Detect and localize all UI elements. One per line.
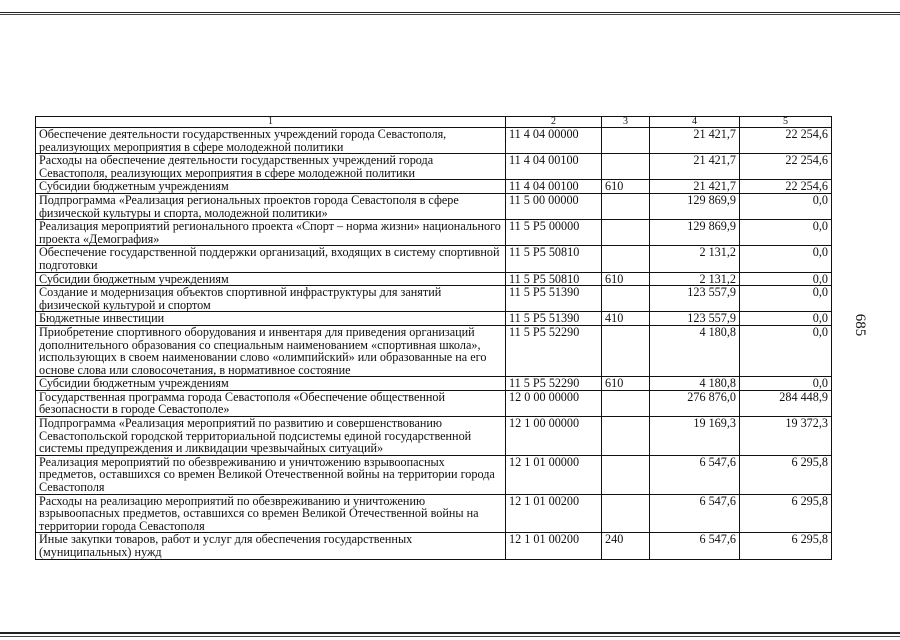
row-expense-type (602, 286, 650, 312)
row-csr-code: 11 5 00 00000 (506, 193, 602, 219)
row-amount-year1: 2 131,2 (650, 246, 740, 272)
row-csr-code: 11 5 P5 51390 (506, 312, 602, 326)
table-row (36, 533, 832, 559)
row-amount-year2: 19 372,3 (740, 417, 832, 456)
row-name: Расходы на обеспечение деятельности государственных учреждений города Севастополя, реализующих мероприятия в сфере молодежной политики (36, 154, 506, 180)
table-row (36, 455, 832, 494)
row-name: Иные закупки товаров, работ и услуг для обеспечения государственных (муниципальных) нужд (36, 533, 506, 559)
row-amount-year2: 0,0 (740, 272, 832, 286)
row-csr-code: 12 0 00 00000 (506, 390, 602, 416)
row-expense-type (602, 325, 650, 376)
row-amount-year2: 0,0 (740, 377, 832, 391)
row-name: Государственная программа города Севастополя «Обеспечение общественной безопасности в городе Севастополе» (36, 390, 506, 416)
header-col-3: 3 (602, 117, 650, 128)
row-amount-year1: 129 869,9 (650, 220, 740, 246)
row-expense-type: 610 (602, 272, 650, 286)
row-expense-type (602, 220, 650, 246)
row-expense-type (602, 246, 650, 272)
row-amount-year1: 21 421,7 (650, 180, 740, 194)
row-amount-year2: 0,0 (740, 220, 832, 246)
row-name: Подпрограмма «Реализация мероприятий по развитию и совершенствованию Севастопольской городской территориальной подсистемы единой государственной системы предупреждения и ликвидации чрезвычайных ситуаций» (36, 417, 506, 456)
row-amount-year2: 22 254,6 (740, 128, 832, 154)
table-row (36, 193, 832, 219)
scan-top-rule (0, 12, 900, 13)
row-name: Субсидии бюджетным учреждениям (36, 180, 506, 194)
row-amount-year1: 123 557,9 (650, 312, 740, 326)
row-name: Подпрограмма «Реализация региональных проектов города Севастополя в сфере физической культуры и спорта, молодежной политики» (36, 193, 506, 219)
table-row (36, 128, 832, 154)
row-name: Реализация мероприятий регионального проекта «Спорт – норма жизни» национального проекта «Демография» (36, 220, 506, 246)
row-name: Бюджетные инвестиции (36, 312, 506, 326)
row-name: Обеспечение деятельности государственных учреждений города Севастополя, реализующих мероприятия в сфере молодежной политики (36, 128, 506, 154)
row-csr-code: 11 4 04 00100 (506, 154, 602, 180)
row-csr-code: 11 5 P5 52290 (506, 325, 602, 376)
row-csr-code: 12 1 00 00000 (506, 417, 602, 456)
row-expense-type (602, 390, 650, 416)
row-expense-type (602, 417, 650, 456)
table-header-row (36, 117, 832, 128)
table-row (36, 180, 832, 194)
row-expense-type (602, 494, 650, 533)
row-expense-type (602, 193, 650, 219)
row-amount-year2: 284 448,9 (740, 390, 832, 416)
header-col-1: 1 (36, 117, 506, 128)
row-name: Субсидии бюджетным учреждениям (36, 377, 506, 391)
row-amount-year1: 2 131,2 (650, 272, 740, 286)
row-amount-year2: 0,0 (740, 246, 832, 272)
table-row (36, 417, 832, 456)
row-expense-type (602, 128, 650, 154)
table-row (36, 154, 832, 180)
table-row (36, 494, 832, 533)
row-amount-year2: 0,0 (740, 325, 832, 376)
row-name: Обеспечение государственной поддержки организаций, входящих в систему спортивной подготовки (36, 246, 506, 272)
header-col-4: 4 (650, 117, 740, 128)
row-name: Создание и модернизация объектов спортивной инфраструктуры для занятий физической культурой и спортом (36, 286, 506, 312)
row-amount-year1: 21 421,7 (650, 128, 740, 154)
table-row (36, 220, 832, 246)
row-amount-year1: 6 547,6 (650, 533, 740, 559)
row-amount-year1: 129 869,9 (650, 193, 740, 219)
row-csr-code: 11 5 P5 50810 (506, 246, 602, 272)
row-amount-year1: 21 421,7 (650, 154, 740, 180)
table-row (36, 272, 832, 286)
table-row (36, 246, 832, 272)
row-amount-year2: 0,0 (740, 193, 832, 219)
row-amount-year2: 0,0 (740, 286, 832, 312)
row-expense-type: 610 (602, 180, 650, 194)
scan-top-rule-secondary (0, 14, 900, 15)
row-csr-code: 11 5 P5 51390 (506, 286, 602, 312)
header-col-2: 2 (506, 117, 602, 128)
row-amount-year1: 6 547,6 (650, 455, 740, 494)
header-col-5: 5 (740, 117, 832, 128)
row-amount-year1: 123 557,9 (650, 286, 740, 312)
row-amount-year2: 6 295,8 (740, 455, 832, 494)
row-csr-code: 12 1 01 00000 (506, 455, 602, 494)
row-amount-year1: 276 876,0 (650, 390, 740, 416)
table-row (36, 286, 832, 312)
row-amount-year2: 22 254,6 (740, 180, 832, 194)
row-expense-type: 410 (602, 312, 650, 326)
row-expense-type: 610 (602, 377, 650, 391)
row-name: Расходы на реализацию мероприятий по обезвреживанию и уничтожению взрывоопасных предметов, оставшихся со времен Великой Отечественной войны на территории города Севастополя (36, 494, 506, 533)
row-amount-year1: 19 169,3 (650, 417, 740, 456)
page-number: 685 (852, 313, 868, 337)
row-csr-code: 12 1 01 00200 (506, 494, 602, 533)
row-csr-code: 11 4 04 00000 (506, 128, 602, 154)
table-row (36, 325, 832, 376)
table-row (36, 377, 832, 391)
row-name: Реализация мероприятий по обезвреживанию и уничтожению взрывоопасных предметов, оставшихся со времен Великой Отечественной войны на территории города Севастополя (36, 455, 506, 494)
row-expense-type (602, 154, 650, 180)
row-csr-code: 11 5 P5 50810 (506, 272, 602, 286)
row-amount-year2: 6 295,8 (740, 494, 832, 533)
budget-table (35, 116, 832, 560)
row-amount-year1: 4 180,8 (650, 377, 740, 391)
row-amount-year2: 6 295,8 (740, 533, 832, 559)
scan-bottom-rule (0, 632, 900, 634)
table-row (36, 312, 832, 326)
row-expense-type: 240 (602, 533, 650, 559)
table-row (36, 390, 832, 416)
row-name: Субсидии бюджетным учреждениям (36, 272, 506, 286)
row-csr-code: 11 5 P5 52290 (506, 377, 602, 391)
scan-bottom-rule-secondary (0, 636, 900, 637)
row-amount-year1: 6 547,6 (650, 494, 740, 533)
row-amount-year2: 0,0 (740, 312, 832, 326)
row-csr-code: 11 4 04 00100 (506, 180, 602, 194)
row-amount-year2: 22 254,6 (740, 154, 832, 180)
row-expense-type (602, 455, 650, 494)
row-csr-code: 12 1 01 00200 (506, 533, 602, 559)
row-amount-year1: 4 180,8 (650, 325, 740, 376)
row-name: Приобретение спортивного оборудования и инвентаря для приведения организаций дополнительного образования со специальным наименованием «спортивная школа», использующих в своем наименовании слово «олимпийский» или образованные на его основе слова или словосочетания, в нормативное состояние (36, 325, 506, 376)
row-csr-code: 11 5 P5 00000 (506, 220, 602, 246)
